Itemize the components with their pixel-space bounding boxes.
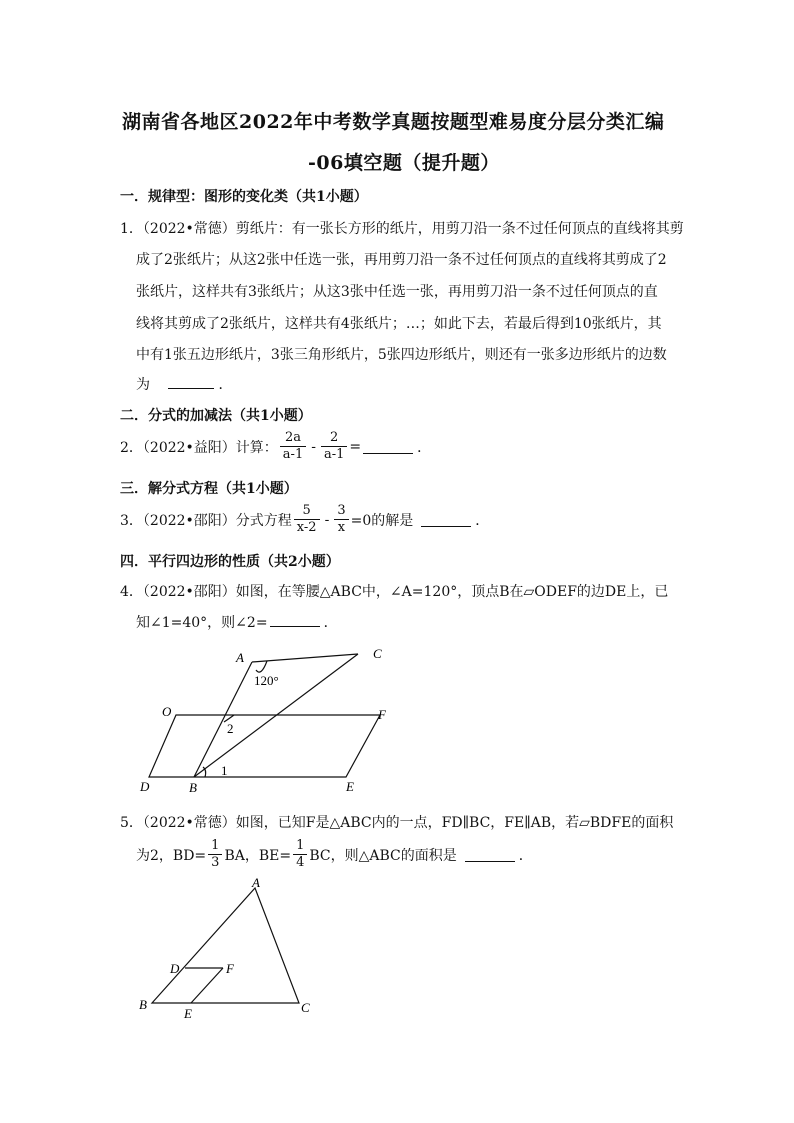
- q2-line: [120, 430, 431, 463]
- fig4-label-f: F: [378, 707, 386, 722]
- q3-fraction-2: $\frac{3}{x}$: [334, 503, 348, 536]
- fig4-label-c: C: [373, 646, 382, 661]
- q1-line-2: 成了2张纸片；从这2张中任选一张，再用剪刀沿一条不过任何顶点的直线将其剪成了2: [136, 252, 667, 268]
- page-title: 湖南省各地区2022年中考数学真题按题型难易度分层分类汇编: [122, 111, 665, 133]
- fig5-label-d: D: [170, 961, 180, 976]
- section-heading-4: 四．平行四边形的性质（共2小题）: [120, 554, 340, 570]
- fig4-label-b: B: [189, 780, 197, 795]
- q5-line-2: [136, 838, 533, 871]
- q3-suffix: =0的解是: [350, 512, 414, 529]
- q4-line-2: [136, 612, 338, 632]
- segment-fe: [191, 968, 223, 1003]
- q1-text-end: 为: [136, 377, 150, 393]
- q3-period: ．: [475, 512, 490, 529]
- page-subtitle: -06填空题（提升题）: [308, 152, 500, 174]
- q2-answer-blank[interactable]: [363, 439, 413, 454]
- q4-line-1: 4．（2022•邵阳）如图，在等腰△ABC中，∠A=120°，顶点B在▱ODEF的边DE上，已: [120, 584, 669, 600]
- fig4-label-angle-1: 1: [221, 763, 228, 778]
- segment-ac: [252, 654, 358, 662]
- q2-period: ．: [417, 439, 432, 456]
- q5-triangle-figure: [130, 872, 330, 1022]
- q4-text: 知∠1=40°，则∠2=: [136, 615, 268, 631]
- q2-fraction-2: $\frac{2}{a-1}$: [321, 430, 347, 463]
- fig5-label-e: E: [184, 1006, 192, 1021]
- fig4-label-120: 120°: [254, 673, 279, 688]
- q5-text-b: BA，BE=: [224, 847, 292, 864]
- q4-parallelogram-figure: [130, 642, 400, 797]
- fig4-label-a: A: [236, 650, 244, 665]
- fig4-label-angle-2: 2: [227, 721, 234, 736]
- triangle-abc: [152, 888, 299, 1003]
- section-heading-1: 一．规律型：图形的变化类（共1小题）: [120, 189, 368, 205]
- q1-answer-blank[interactable]: [168, 374, 214, 389]
- q1-line-6: [136, 374, 232, 394]
- fig4-label-e: E: [346, 779, 354, 794]
- fig5-label-c: C: [301, 1000, 310, 1015]
- q2-prefix: 2．（2022•益阳）计算：: [120, 439, 278, 456]
- q1-line-5: 中有1张五边形纸片，3张三角形纸片，5张四边形纸片，则还有一张多边形纸片的边数: [136, 347, 667, 363]
- q4-answer-blank[interactable]: [270, 612, 320, 627]
- segment-ab: [194, 662, 252, 777]
- q3-minus: -: [324, 511, 330, 528]
- q2-equals: =: [349, 438, 362, 455]
- fig5-label-a: A: [252, 875, 260, 890]
- q2-minus: -: [311, 438, 316, 455]
- q1-line-1: 1．（2022•常德）剪纸片：有一张长方形的纸片，用剪刀沿一条不过任何顶点的直线将其剪: [120, 221, 684, 237]
- section-heading-3: 三．解分式方程（共1小题）: [120, 481, 298, 497]
- q3-fraction-1: $\frac{5}{x-2}$: [294, 503, 320, 536]
- section-heading-2: 二．分式的加减法（共1小题）: [120, 408, 312, 424]
- fig4-label-o: O: [162, 704, 172, 719]
- q5-text-c: BC，则△ABC的面积是: [309, 847, 457, 864]
- q3-line: [120, 503, 489, 536]
- q5-period: ．: [518, 847, 533, 864]
- q1-period: ．: [218, 377, 233, 393]
- angle-a-arc: [256, 661, 267, 672]
- q5-fraction-1: $\frac{1}{3}$: [208, 838, 222, 871]
- q5-line-1: 5．（2022•常德）如图，已知F是△ABC内的一点，FD∥BC，FE∥AB，若▱BDFE的面积: [120, 815, 674, 831]
- q5-text-a: 为2，BD=: [136, 847, 207, 864]
- q5-fraction-2: $\frac{1}{4}$: [293, 838, 307, 871]
- q5-answer-blank[interactable]: [465, 847, 515, 862]
- fig5-label-b: B: [139, 997, 147, 1012]
- q1-line-3: 张纸片，这样共有3张纸片；从这3张中任选一张，再用剪刀沿一条不过任何顶点的直: [136, 284, 658, 300]
- q1-line-4: 线将其剪成了2张纸片，这样共有4张纸片；…；如此下去，若最后得到10张纸片，其: [136, 316, 662, 332]
- q3-answer-blank[interactable]: [421, 512, 471, 527]
- q4-period: ．: [323, 615, 338, 631]
- fig4-label-d: D: [140, 779, 150, 794]
- q3-prefix: 3．（2022•邵阳）分式方程: [120, 512, 292, 529]
- fig5-label-f: F: [226, 961, 234, 976]
- q2-fraction-1: $\frac{2a}{a-1}$: [280, 430, 306, 463]
